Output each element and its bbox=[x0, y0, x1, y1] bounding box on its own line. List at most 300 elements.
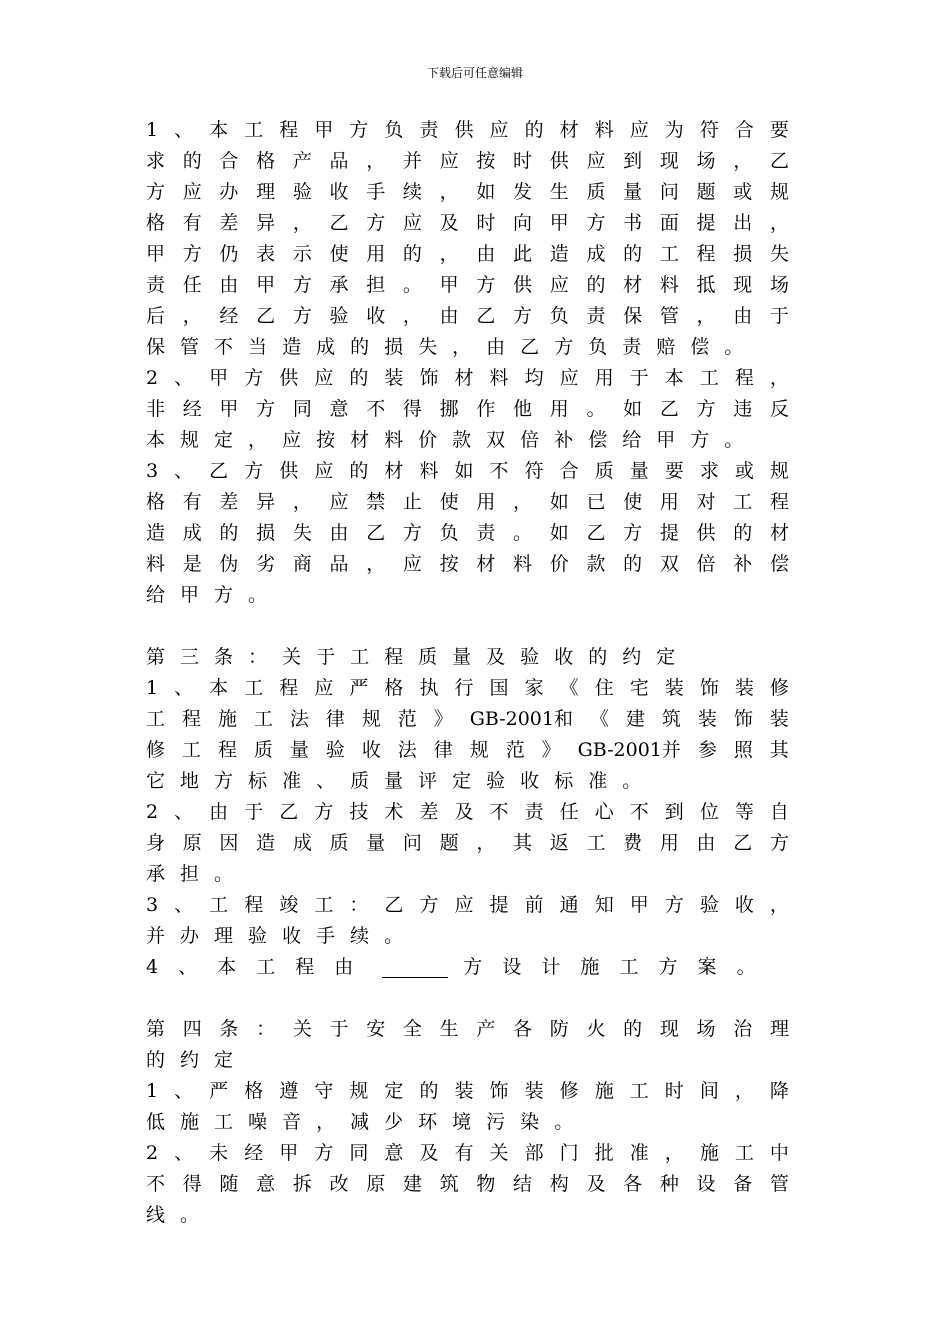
text-token: 量 bbox=[629, 460, 649, 482]
text-token: 于 bbox=[329, 1018, 349, 1040]
text-token: 方 bbox=[292, 305, 312, 327]
text-token: 质 bbox=[586, 181, 606, 203]
text-token: 门 bbox=[559, 1142, 579, 1164]
text-token: 规 bbox=[180, 429, 200, 451]
text-token: 。 bbox=[402, 274, 422, 296]
text-token: 各 bbox=[623, 1173, 643, 1195]
text-token: 的 bbox=[623, 243, 643, 265]
text-token: 由 bbox=[219, 274, 239, 296]
text-token: 》 bbox=[541, 739, 561, 761]
text-token: 程 bbox=[279, 119, 299, 141]
text-token: 如 bbox=[623, 398, 643, 420]
text-token: 生 bbox=[549, 181, 569, 203]
text-token: 不 bbox=[489, 460, 509, 482]
text-line bbox=[146, 704, 789, 735]
text-token: ： bbox=[256, 1018, 276, 1040]
text-token: 建 bbox=[402, 1173, 422, 1195]
text-token: 随 bbox=[219, 1173, 239, 1195]
text-token: 产 bbox=[292, 150, 312, 172]
text-token: 用 bbox=[366, 243, 386, 265]
text-token: 款 bbox=[452, 429, 472, 451]
text-token: 赔 bbox=[656, 336, 676, 358]
text-token: 施 bbox=[594, 1080, 614, 1102]
text-token: 求 bbox=[699, 460, 719, 482]
text-token: 款 bbox=[586, 553, 606, 575]
text-token: 。 bbox=[724, 429, 744, 451]
text-token: 得 bbox=[182, 1173, 202, 1195]
text-token: 程 bbox=[384, 646, 404, 668]
text-token: 应 bbox=[314, 677, 334, 699]
text-token: 、 bbox=[174, 1142, 194, 1164]
text-token: 的 bbox=[219, 522, 239, 544]
text-token: 。 bbox=[180, 1204, 200, 1226]
text-token: 施 bbox=[217, 708, 237, 730]
text-token: 火 bbox=[586, 1018, 606, 1040]
text-token: 环 bbox=[418, 1111, 438, 1133]
text-token: 甲 bbox=[209, 367, 229, 389]
text-token: 管 bbox=[769, 1173, 789, 1195]
text-token: ， bbox=[733, 150, 753, 172]
text-token: 失 bbox=[769, 243, 789, 265]
text-token: 程 bbox=[217, 739, 237, 761]
text-token: 、 bbox=[174, 1080, 194, 1102]
text-token: 到 bbox=[623, 150, 643, 172]
text-token: 由 bbox=[486, 336, 506, 358]
text-token: 评 bbox=[418, 770, 438, 792]
text-token: 工 bbox=[181, 739, 201, 761]
text-line bbox=[146, 1200, 789, 1231]
text-token: 甲 bbox=[439, 274, 459, 296]
text-line bbox=[146, 363, 789, 394]
text-token: 由 bbox=[696, 832, 716, 854]
text-token: 收 bbox=[366, 305, 386, 327]
text-token: 位 bbox=[699, 801, 719, 823]
text-token: 方 bbox=[664, 894, 684, 916]
text-line bbox=[146, 766, 789, 797]
text-token: 收 bbox=[734, 894, 754, 916]
text-token: 应 bbox=[549, 274, 569, 296]
text-token: 《 bbox=[589, 708, 609, 730]
text-token: 准 bbox=[629, 1142, 649, 1164]
text-token: 此 bbox=[513, 243, 533, 265]
text-token: 承 bbox=[329, 274, 349, 296]
text-line bbox=[146, 332, 789, 363]
text-token: 题 bbox=[439, 832, 459, 854]
text-token: 工 bbox=[734, 1142, 754, 1164]
text-token: 、 bbox=[174, 119, 194, 141]
text-token: 后 bbox=[146, 305, 166, 327]
text-token: 乙 bbox=[279, 801, 299, 823]
text-token: 方 bbox=[349, 119, 369, 141]
text-token: 1 bbox=[146, 677, 159, 699]
text-token: 是 bbox=[182, 553, 202, 575]
text-token: 理 bbox=[769, 1018, 789, 1040]
text-token: 装 bbox=[734, 677, 754, 699]
text-token: 甲 bbox=[314, 119, 334, 141]
text-token: 由 bbox=[209, 801, 229, 823]
text-token: 成 bbox=[586, 243, 606, 265]
text-token: 音 bbox=[282, 1111, 302, 1133]
text-token: 前 bbox=[524, 894, 544, 916]
text-token: 技 bbox=[349, 801, 369, 823]
text-token: 工 bbox=[314, 894, 334, 916]
text-token: 改 bbox=[329, 1173, 349, 1195]
text-token: 办 bbox=[219, 181, 239, 203]
text-token: 的 bbox=[623, 553, 643, 575]
text-token: 。 bbox=[513, 522, 533, 544]
text-token: 担 bbox=[180, 863, 200, 885]
text-token: ， bbox=[769, 894, 789, 916]
text-token: ， bbox=[182, 305, 202, 327]
text-token: 质 bbox=[350, 770, 370, 792]
text-token: 对 bbox=[696, 491, 716, 513]
text-token: 应 bbox=[402, 212, 422, 234]
text-token: 手 bbox=[366, 181, 386, 203]
text-token: 工 bbox=[629, 1080, 649, 1102]
text-token: 品 bbox=[329, 553, 349, 575]
text-token: 饰 bbox=[489, 1080, 509, 1102]
text-line bbox=[146, 1045, 789, 1076]
text-token: 工 bbox=[586, 832, 606, 854]
text-token: 差 bbox=[219, 491, 239, 513]
text-line bbox=[146, 146, 789, 177]
text-token: 低 bbox=[146, 1111, 166, 1133]
fill-in-blank bbox=[382, 957, 448, 978]
text-token: 通 bbox=[559, 894, 579, 916]
text-token: 工 bbox=[253, 708, 273, 730]
text-token: 关 bbox=[489, 1142, 509, 1164]
text-token: 律 bbox=[433, 739, 453, 761]
text-token: 程 bbox=[279, 677, 299, 699]
text-line bbox=[146, 890, 789, 921]
text-token: 负 bbox=[588, 336, 608, 358]
text-token: ， bbox=[476, 832, 496, 854]
text-token: 问 bbox=[402, 832, 422, 854]
text-token: 乙 bbox=[476, 305, 496, 327]
text-token: 使 bbox=[623, 491, 643, 513]
text-token: 应 bbox=[314, 460, 334, 482]
text-token: 自 bbox=[769, 801, 789, 823]
text-token: 结 bbox=[513, 1173, 533, 1195]
text-token: 标 bbox=[248, 770, 268, 792]
text-token: 收 bbox=[554, 646, 574, 668]
text-token: 保 bbox=[146, 336, 166, 358]
text-token: 或 bbox=[733, 181, 753, 203]
text-token: 、 bbox=[174, 894, 194, 916]
text-token: 规 bbox=[769, 181, 789, 203]
text-token: 管 bbox=[180, 336, 200, 358]
text-token: 不 bbox=[214, 336, 234, 358]
text-token: ， bbox=[366, 150, 386, 172]
text-token: 造 bbox=[282, 336, 302, 358]
text-token: 挪 bbox=[439, 398, 459, 420]
text-token: 表 bbox=[256, 243, 276, 265]
text-token: 工 bbox=[244, 677, 264, 699]
text-token: 的 bbox=[588, 646, 608, 668]
text-token: 求 bbox=[146, 150, 166, 172]
text-token: 乙 bbox=[520, 336, 540, 358]
text-token: 拆 bbox=[292, 1173, 312, 1195]
text-token: 倍 bbox=[520, 429, 540, 451]
text-line bbox=[146, 828, 789, 859]
text-token: 及 bbox=[454, 801, 474, 823]
text-token: 负 bbox=[549, 305, 569, 327]
text-token: 方 bbox=[182, 243, 202, 265]
text-token: 的 bbox=[623, 1018, 643, 1040]
text-token: 不 bbox=[629, 801, 649, 823]
text-token: 方 bbox=[554, 336, 574, 358]
text-token: 如 bbox=[549, 522, 569, 544]
text-token: 任 bbox=[559, 801, 579, 823]
text-token: 甲 bbox=[180, 584, 200, 606]
text-token: 料 bbox=[513, 553, 533, 575]
text-token: 成 bbox=[292, 832, 312, 854]
text-token: 施 bbox=[180, 1111, 200, 1133]
text-token: 乙 bbox=[586, 522, 606, 544]
text-token: 装 bbox=[664, 677, 684, 699]
text-token: 由 bbox=[329, 522, 349, 544]
text-token: 条 bbox=[214, 646, 234, 668]
text-token: ， bbox=[248, 429, 268, 451]
text-token: 倍 bbox=[696, 553, 716, 575]
text-token: 方 bbox=[146, 181, 166, 203]
text-token: 按 bbox=[439, 553, 459, 575]
text-token: 材 bbox=[623, 274, 643, 296]
text-segment: 方 设 计 施 工 方 案 。 bbox=[463, 956, 756, 978]
text-token: 甲 bbox=[549, 212, 569, 234]
text-token: 抵 bbox=[696, 274, 716, 296]
text-token: 应 bbox=[314, 367, 334, 389]
text-token: 原 bbox=[366, 1173, 386, 1195]
text-token: 到 bbox=[664, 801, 684, 823]
text-token: 法 bbox=[289, 708, 309, 730]
text-line bbox=[146, 115, 789, 146]
text-line bbox=[146, 518, 789, 549]
text-token: 异 bbox=[256, 491, 276, 513]
text-token: 第 bbox=[146, 646, 166, 668]
text-token: 部 bbox=[524, 1142, 544, 1164]
text-token: ： bbox=[248, 646, 268, 668]
text-token: 造 bbox=[146, 522, 166, 544]
text-line bbox=[146, 456, 789, 487]
text-token: 格 bbox=[244, 1080, 264, 1102]
text-token: 间 bbox=[699, 1080, 719, 1102]
text-token: 供 bbox=[513, 274, 533, 296]
text-token: 偿 bbox=[588, 429, 608, 451]
text-token: 工 bbox=[209, 894, 229, 916]
text-token: 工 bbox=[146, 708, 166, 730]
text-line bbox=[146, 952, 789, 983]
text-token: 乙 bbox=[329, 212, 349, 234]
text-token: 合 bbox=[734, 119, 754, 141]
text-token: 工 bbox=[699, 367, 719, 389]
text-token: 料 bbox=[489, 367, 509, 389]
text-token: 的 bbox=[586, 274, 606, 296]
text-token: 担 bbox=[366, 274, 386, 296]
text-token: 乙 bbox=[384, 894, 404, 916]
text-token: 要 bbox=[769, 119, 789, 141]
text-token: 因 bbox=[219, 832, 239, 854]
text-token: 责 bbox=[476, 522, 496, 544]
text-line bbox=[146, 673, 789, 704]
text-token: 》 bbox=[433, 708, 453, 730]
text-token: 术 bbox=[384, 801, 404, 823]
text-token: 。 bbox=[384, 925, 404, 947]
text-token: 同 bbox=[292, 398, 312, 420]
text-token: 由 bbox=[733, 305, 753, 327]
text-token: 规 bbox=[361, 708, 381, 730]
text-token: 材 bbox=[454, 367, 474, 389]
text-line bbox=[146, 177, 789, 208]
text-token: 价 bbox=[549, 553, 569, 575]
text-token: ， bbox=[664, 1142, 684, 1164]
text-token: 任 bbox=[182, 274, 202, 296]
text-token: GB-2001并 bbox=[577, 739, 681, 761]
text-token: 种 bbox=[659, 1173, 679, 1195]
text-token: 续 bbox=[350, 925, 370, 947]
text-token: 甲 bbox=[219, 398, 239, 420]
text-token: 其 bbox=[769, 739, 789, 761]
text-token: 差 bbox=[419, 801, 439, 823]
text-token: 方 bbox=[623, 522, 643, 544]
text-token: 方 bbox=[214, 770, 234, 792]
text-token: 量 bbox=[623, 181, 643, 203]
text-token: 书 bbox=[623, 212, 643, 234]
text-token: 当 bbox=[248, 336, 268, 358]
text-token: 。 bbox=[622, 770, 642, 792]
text-token: 由 bbox=[439, 305, 459, 327]
text-token: 场 bbox=[769, 274, 789, 296]
text-token: 应 bbox=[489, 119, 509, 141]
text-token: 装 bbox=[384, 367, 404, 389]
text-token: 成 bbox=[316, 336, 336, 358]
text-line bbox=[146, 549, 789, 580]
text-token: 责 bbox=[586, 305, 606, 327]
text-token: 手 bbox=[316, 925, 336, 947]
text-token: 修 bbox=[146, 739, 166, 761]
text-line bbox=[146, 1014, 789, 1045]
text-token: 应 bbox=[402, 553, 422, 575]
text-token: 按 bbox=[316, 429, 336, 451]
text-token: 它 bbox=[146, 770, 166, 792]
text-token: 量 bbox=[452, 646, 472, 668]
text-token: 料 bbox=[659, 274, 679, 296]
text-token: 有 bbox=[454, 1142, 474, 1164]
text-token: 格 bbox=[384, 677, 404, 699]
text-token: 降 bbox=[769, 1080, 789, 1102]
text-token: 有 bbox=[182, 212, 202, 234]
text-token: 时 bbox=[476, 212, 496, 234]
text-token: 程 bbox=[696, 243, 716, 265]
text-token: 程 bbox=[244, 894, 264, 916]
text-line bbox=[146, 425, 789, 456]
text-token: 应 bbox=[439, 150, 459, 172]
text-token: 生 bbox=[439, 1018, 459, 1040]
text-token: 商 bbox=[292, 553, 312, 575]
text-token: 准 bbox=[588, 770, 608, 792]
text-token: 、 bbox=[174, 677, 194, 699]
text-token: 法 bbox=[397, 739, 417, 761]
text-token: 程 bbox=[769, 491, 789, 513]
text-token: 料 bbox=[146, 553, 166, 575]
text-token: 或 bbox=[734, 460, 754, 482]
text-token: 负 bbox=[384, 119, 404, 141]
text-token: 验 bbox=[325, 739, 345, 761]
text-token: 差 bbox=[219, 212, 239, 234]
text-token: 仍 bbox=[219, 243, 239, 265]
text-token: 验 bbox=[486, 770, 506, 792]
text-token: 续 bbox=[402, 181, 422, 203]
text-token: 地 bbox=[180, 770, 200, 792]
text-token: 产 bbox=[476, 1018, 496, 1040]
text-token: 方 bbox=[696, 398, 716, 420]
text-token: 工 bbox=[733, 491, 753, 513]
text-token: 如 bbox=[454, 460, 474, 482]
text-token: 方 bbox=[314, 801, 334, 823]
text-token: 失 bbox=[418, 336, 438, 358]
text-token: 的 bbox=[733, 522, 753, 544]
text-token: ， bbox=[769, 367, 789, 389]
text-token: 题 bbox=[696, 181, 716, 203]
text-token: 《 bbox=[559, 677, 579, 699]
text-token: 格 bbox=[256, 150, 276, 172]
text-token: 管 bbox=[659, 305, 679, 327]
text-token: 筑 bbox=[439, 1173, 459, 1195]
text-token: 格 bbox=[146, 491, 166, 513]
text-token: 甲 bbox=[256, 274, 276, 296]
text-token: 身 bbox=[146, 832, 166, 854]
text-token: 使 bbox=[329, 243, 349, 265]
text-token: 3 bbox=[146, 460, 159, 482]
text-token: 治 bbox=[733, 1018, 753, 1040]
text-token: ： bbox=[349, 894, 369, 916]
text-token: 不 bbox=[489, 801, 509, 823]
text-token: 量 bbox=[384, 770, 404, 792]
text-token: 作 bbox=[476, 398, 496, 420]
text-token: 第 bbox=[146, 1018, 166, 1040]
text-token: 方 bbox=[476, 274, 496, 296]
text-token: ， bbox=[513, 491, 533, 513]
text-token: 约 bbox=[180, 1049, 200, 1071]
text-token: 定 bbox=[214, 429, 234, 451]
text-token: ， bbox=[402, 305, 422, 327]
text-token: 不 bbox=[146, 1173, 166, 1195]
text-token: 造 bbox=[256, 832, 276, 854]
text-token: 供 bbox=[549, 150, 569, 172]
text-token: 防 bbox=[549, 1018, 569, 1040]
text-token: 意 bbox=[329, 398, 349, 420]
text-token: 理 bbox=[214, 925, 234, 947]
text-token: 1 bbox=[146, 1080, 159, 1102]
text-token: 的 bbox=[419, 1080, 439, 1102]
text-token: 规 bbox=[769, 460, 789, 482]
text-token: 修 bbox=[559, 1080, 579, 1102]
text-token: 条 bbox=[219, 1018, 239, 1040]
text-token: 乙 bbox=[659, 398, 679, 420]
text-token: 乙 bbox=[366, 522, 386, 544]
text-line bbox=[146, 921, 789, 952]
text-token: 禁 bbox=[366, 491, 386, 513]
text-token: 收 bbox=[282, 925, 302, 947]
text-token: 质 bbox=[594, 460, 614, 482]
text-token: 材 bbox=[476, 553, 496, 575]
text-token: 。 bbox=[724, 336, 744, 358]
text-token: 供 bbox=[279, 460, 299, 482]
text-token: 异 bbox=[256, 212, 276, 234]
text-token: 双 bbox=[659, 553, 679, 575]
text-token: 、 bbox=[174, 801, 194, 823]
text-line bbox=[146, 208, 789, 239]
